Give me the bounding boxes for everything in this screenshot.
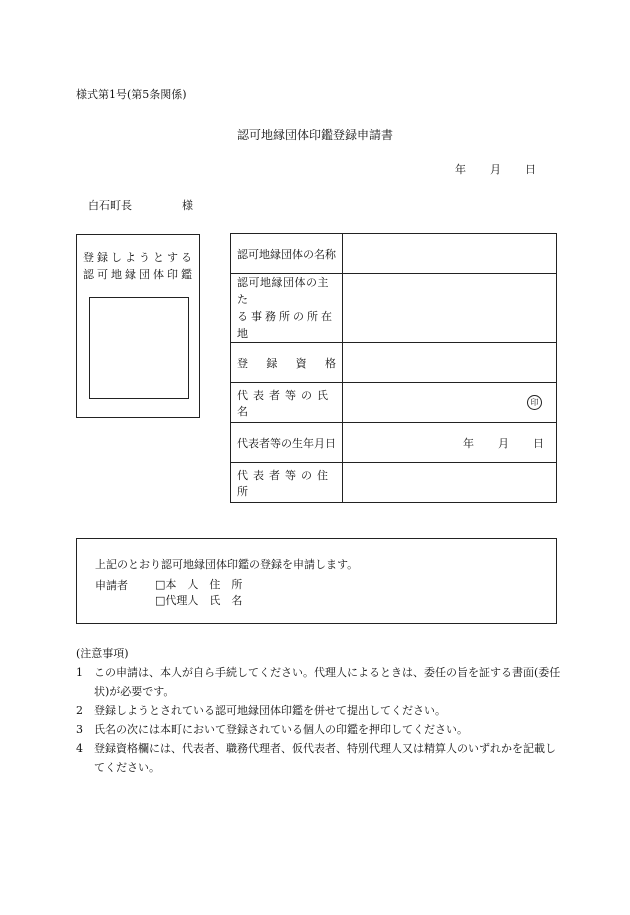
applicant-option-agent[interactable]: □代理人 氏 名: [155, 594, 243, 607]
application-statement-box: [76, 538, 557, 624]
table-row: [231, 234, 557, 274]
office-address-label: 認可地縁団体の主た る事務所の所在地: [231, 274, 343, 343]
date-day: 日: [525, 163, 536, 176]
seal-box-label: 登録しようとする 認可地縁団体印鑑: [83, 251, 195, 281]
table-row: [231, 423, 557, 463]
page-title: 認可地縁団体印鑑登録申請書: [236, 128, 393, 142]
table-row: [231, 463, 557, 503]
applicant-option-self[interactable]: □本 人 住 所: [155, 578, 243, 591]
date-month: 月: [490, 163, 501, 176]
representative-name-field[interactable]: [343, 383, 557, 423]
notes-section: [76, 644, 566, 777]
notes-heading: (注意事項): [76, 647, 129, 660]
list-item: 4 登録資格欄には、代表者、職務代理者、仮代表者、特別代理人又は精算人のいずれかを記載してください。: [76, 742, 556, 774]
birth-year: 年: [463, 436, 474, 450]
addressee-name: 白石町長: [88, 199, 132, 212]
table-row: [231, 343, 557, 383]
applicant-label: 申請者: [95, 579, 128, 592]
addressee: [88, 197, 193, 213]
application-statement: 上記のとおり認可地縁団体印鑑の登録を申請します。: [95, 558, 359, 571]
table-row: [231, 274, 557, 343]
office-address-field[interactable]: [343, 274, 557, 343]
representative-address-field[interactable]: [343, 463, 557, 503]
representative-birthdate-field[interactable]: [343, 423, 557, 463]
seal-impression-area[interactable]: [89, 297, 189, 399]
application-date: [455, 161, 536, 177]
group-name-field[interactable]: [343, 234, 557, 274]
date-year: 年: [455, 163, 466, 176]
seal-impression-box: [76, 234, 200, 418]
seal-mark-icon: 印: [527, 395, 542, 410]
registration-qualification-label: 登 録 資 格: [231, 343, 343, 383]
representative-name-label: 代表者等の氏名: [231, 383, 343, 423]
addressee-honorific: 様: [182, 199, 193, 212]
registration-table: [230, 233, 557, 503]
table-row: [231, 383, 557, 423]
birth-month: 月: [498, 436, 509, 450]
form-number: 様式第1号(第5条関係): [76, 88, 187, 101]
group-name-label: 認可地縁団体の名称: [231, 234, 343, 274]
birth-day: 日: [533, 436, 544, 450]
list-item: 3 氏名の次には本町において登録されている個人の印鑑を押印してください。: [76, 723, 468, 736]
representative-address-label: 代表者等の住所: [231, 463, 343, 503]
applicant-options: [155, 577, 242, 609]
registration-qualification-field[interactable]: [343, 343, 557, 383]
list-item: 2 登録しようとされている認可地縁団体印鑑を併せて提出してください。: [76, 704, 446, 717]
representative-birthdate-label: 代表者等の生年月日: [231, 423, 343, 463]
list-item: 1 この申請は、本人が自ら手続してください。代理人によるときは、委任の旨を証する書面(委任状)が必要です。: [76, 666, 561, 698]
